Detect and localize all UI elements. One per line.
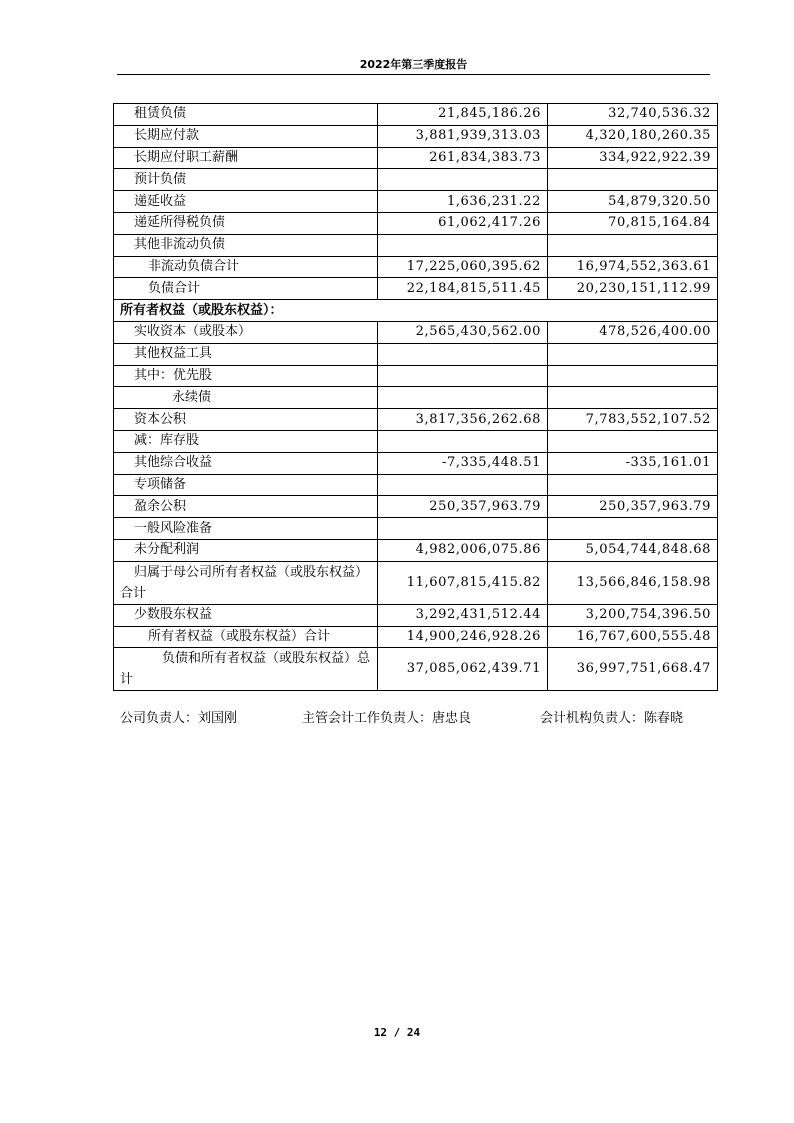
previous-period-value: 36,997,751,668.47 — [548, 648, 718, 691]
previous-period-value — [548, 474, 718, 496]
previous-period-value: -335,161.01 — [548, 452, 718, 474]
table-row — [114, 169, 718, 191]
row-label: 少数股东权益 — [114, 604, 378, 626]
previous-period-value: 4,320,180,260.35 — [548, 125, 718, 147]
table-row — [114, 234, 718, 256]
current-period-value: 250,357,963.79 — [378, 496, 548, 518]
section-header-row — [114, 300, 718, 322]
previous-period-value: 250,357,963.79 — [548, 496, 718, 518]
current-period-value: 11,607,815,415.82 — [378, 561, 548, 604]
current-period-value — [378, 474, 548, 496]
row-label: 预计负债 — [114, 169, 378, 191]
row-label: 永续债 — [114, 387, 378, 409]
current-period-value: 4,982,006,075.86 — [378, 539, 548, 561]
company-head-signature: 公司负责人：刘国刚 — [120, 711, 238, 726]
current-period-value: 261,834,383.73 — [378, 147, 548, 169]
table-row — [114, 104, 718, 126]
previous-period-value: 70,815,164.84 — [548, 212, 718, 234]
current-period-value — [378, 430, 548, 452]
balance-sheet-table — [113, 103, 718, 691]
row-label: 其他权益工具 — [114, 343, 378, 365]
table-row — [114, 452, 718, 474]
table-row — [114, 496, 718, 518]
previous-period-value — [548, 234, 718, 256]
table-row — [114, 604, 718, 626]
table-row — [114, 561, 718, 604]
row-label: 其中：优先股 — [114, 365, 378, 387]
table-row — [114, 409, 718, 431]
previous-period-value — [548, 430, 718, 452]
header-divider — [117, 74, 710, 75]
table-row — [114, 278, 718, 300]
table-row — [114, 626, 718, 648]
previous-period-value: 334,922,922.39 — [548, 147, 718, 169]
balance-sheet-body — [114, 104, 718, 691]
current-period-value: 37,085,062,439.71 — [378, 648, 548, 691]
row-label: 非流动负债合计 — [114, 256, 378, 278]
row-label: 所有者权益（或股东权益）： — [114, 300, 718, 322]
row-label: 专项储备 — [114, 474, 378, 496]
current-period-value: 3,817,356,262.68 — [378, 409, 548, 431]
row-label: 所有者权益（或股东权益）合计 — [114, 626, 378, 648]
previous-period-value — [548, 169, 718, 191]
current-period-value: 1,636,231.22 — [378, 191, 548, 213]
table-row — [114, 125, 718, 147]
row-label: 归属于母公司所有者权益（或股东权益）合计 — [114, 561, 378, 604]
current-period-value — [378, 234, 548, 256]
row-label: 其他综合收益 — [114, 452, 378, 474]
previous-period-value: 3,200,754,396.50 — [548, 604, 718, 626]
previous-period-value: 54,879,320.50 — [548, 191, 718, 213]
table-row — [114, 539, 718, 561]
row-label: 资本公积 — [114, 409, 378, 431]
previous-period-value — [548, 518, 718, 540]
table-row — [114, 387, 718, 409]
current-period-value: 2,565,430,562.00 — [378, 321, 548, 343]
row-label: 负债和所有者权益（或股东权益）总计 — [114, 648, 378, 691]
row-label: 盈余公积 — [114, 496, 378, 518]
table-row — [114, 212, 718, 234]
report-header-title: 2022年第三季度报告 — [359, 58, 468, 71]
table-row — [114, 518, 718, 540]
current-period-value: 14,900,246,928.26 — [378, 626, 548, 648]
current-period-value: 61,062,417.26 — [378, 212, 548, 234]
table-row — [114, 256, 718, 278]
row-label: 租赁负债 — [114, 104, 378, 126]
previous-period-value: 13,566,846,158.98 — [548, 561, 718, 604]
table-row — [114, 321, 718, 343]
current-period-value: 3,292,431,512.44 — [378, 604, 548, 626]
row-label: 负债合计 — [114, 278, 378, 300]
row-label: 长期应付职工薪酬 — [114, 147, 378, 169]
current-period-value — [378, 387, 548, 409]
current-period-value: 3,881,939,313.03 — [378, 125, 548, 147]
current-period-value: 22,184,815,511.45 — [378, 278, 548, 300]
accounting-org-head-signature: 会计机构负责人：陈春晓 — [540, 711, 684, 726]
table-row — [114, 191, 718, 213]
current-period-value — [378, 343, 548, 365]
previous-period-value: 478,526,400.00 — [548, 321, 718, 343]
current-period-value: 21,845,186.26 — [378, 104, 548, 126]
table-row — [114, 147, 718, 169]
row-label: 减：库存股 — [114, 430, 378, 452]
accounting-head-signature: 主管会计工作负责人：唐忠良 — [302, 711, 472, 726]
row-label: 一般风险准备 — [114, 518, 378, 540]
current-period-value — [378, 365, 548, 387]
previous-period-value — [548, 387, 718, 409]
previous-period-value: 16,767,600,555.48 — [548, 626, 718, 648]
table-row — [114, 343, 718, 365]
current-period-value — [378, 518, 548, 540]
previous-period-value — [548, 343, 718, 365]
row-label: 递延所得税负债 — [114, 212, 378, 234]
table-row — [114, 474, 718, 496]
table-row — [114, 430, 718, 452]
previous-period-value: 16,974,552,363.61 — [548, 256, 718, 278]
table-row — [114, 648, 718, 691]
previous-period-value: 7,783,552,107.52 — [548, 409, 718, 431]
row-label: 递延收益 — [114, 191, 378, 213]
row-label: 长期应付款 — [114, 125, 378, 147]
current-period-value: 17,225,060,395.62 — [378, 256, 548, 278]
row-label: 其他非流动负债 — [114, 234, 378, 256]
row-label: 未分配利润 — [114, 539, 378, 561]
table-row — [114, 365, 718, 387]
row-label: 实收资本（或股本） — [114, 321, 378, 343]
current-period-value: -7,335,448.51 — [378, 452, 548, 474]
previous-period-value — [548, 365, 718, 387]
previous-period-value: 5,054,744,848.68 — [548, 539, 718, 561]
previous-period-value: 32,740,536.32 — [548, 104, 718, 126]
current-period-value — [378, 169, 548, 191]
page-number: 12 / 24 — [373, 1026, 421, 1039]
previous-period-value: 20,230,151,112.99 — [548, 278, 718, 300]
